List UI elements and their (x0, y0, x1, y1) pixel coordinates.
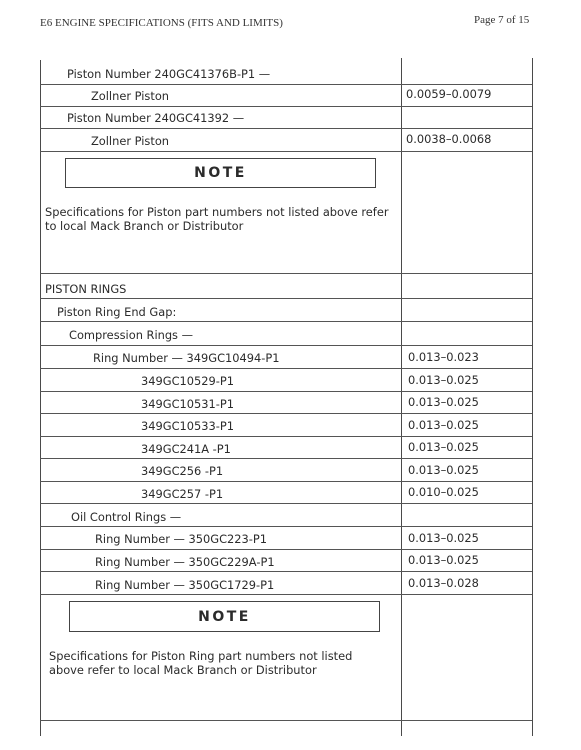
table-right-border (532, 58, 533, 736)
table-row-label: Piston Number 240GC41376B-P1 — (67, 67, 271, 81)
note-text: Specifications for Piston Ring part numbers not listed above refer to local Mack Branch or Distributor (49, 649, 353, 677)
table-row-value: 0.0059–0.0079 (406, 87, 492, 101)
table-row-value: 0.013–0.025 (408, 418, 479, 432)
table-column-divider (401, 58, 402, 736)
table-row-value: 0.0038–0.0068 (406, 132, 492, 146)
table-row-label: 349GC257 -P1 (141, 487, 224, 501)
row-rule (40, 503, 532, 504)
table-row-label: Zollner Piston (91, 134, 170, 148)
row-rule (40, 391, 532, 392)
row-rule (40, 106, 532, 107)
table-row-value: 0.010–0.025 (408, 485, 479, 499)
row-rule (40, 458, 532, 459)
row-rule (40, 720, 532, 721)
row-rule (40, 413, 532, 414)
table-row-value: 0.013–0.025 (408, 395, 479, 409)
table-row-value: 0.013–0.025 (408, 373, 479, 387)
table-row-value: 0.013–0.025 (408, 463, 479, 477)
table-row-label: Zollner Piston (91, 89, 170, 103)
table-row-label: Ring Number — 350GC223-P1 (95, 532, 268, 546)
row-rule (40, 345, 532, 346)
row-rule (40, 321, 532, 322)
table-row-value: 0.013–0.025 (408, 531, 479, 545)
note-box (69, 601, 380, 632)
table-row-label: 349GC10533-P1 (141, 419, 234, 433)
table-row-value: 0.013–0.025 (408, 440, 479, 454)
row-rule (40, 526, 532, 527)
row-rule (40, 151, 532, 152)
row-rule (40, 436, 532, 437)
row-rule (40, 368, 532, 369)
row-rule (40, 571, 532, 572)
table-row-label: 349GC241A -P1 (141, 442, 231, 456)
row-rule (40, 549, 532, 550)
row-rule (40, 128, 532, 129)
table-row-label: 349GC256 -P1 (141, 464, 224, 478)
row-rule (40, 298, 532, 299)
row-rule (40, 273, 532, 274)
document-title: E6 ENGINE SPECIFICATIONS (FITS AND LIMITS) (40, 17, 283, 29)
note-title: NOTE (198, 608, 251, 625)
note-title: NOTE (194, 165, 247, 181)
table-row-label: 349GC10529-P1 (141, 374, 234, 388)
page-number: Page 7 of 15 (474, 14, 530, 26)
section-heading: PISTON RINGS (45, 282, 127, 296)
row-rule (40, 84, 532, 85)
table-row-value: 0.013–0.028 (408, 576, 479, 590)
table-row-label: 349GC10531-P1 (141, 397, 234, 411)
note-text: Specifications for Piston part numbers not listed above refer to local Mack Branch or Distributor (45, 205, 389, 233)
table-row-value: 0.013–0.025 (408, 553, 479, 567)
table-row-label: Compression Rings — (69, 328, 194, 342)
row-rule (40, 594, 532, 595)
table-row-label: Oil Control Rings — (71, 510, 182, 524)
table-row-label: Ring Number — 350GC229A-P1 (95, 555, 275, 569)
table-row-value: 0.013–0.023 (408, 350, 479, 364)
row-rule (40, 481, 532, 482)
table-row-label: Ring Number — 350GC1729-P1 (95, 578, 275, 592)
table-row-label: Ring Number — 349GC10494-P1 (93, 351, 280, 365)
note-box (65, 158, 376, 188)
table-left-border (40, 60, 41, 736)
table-row-label: Piston Number 240GC41392 — (67, 111, 245, 125)
table-row-label: Piston Ring End Gap: (57, 305, 177, 319)
